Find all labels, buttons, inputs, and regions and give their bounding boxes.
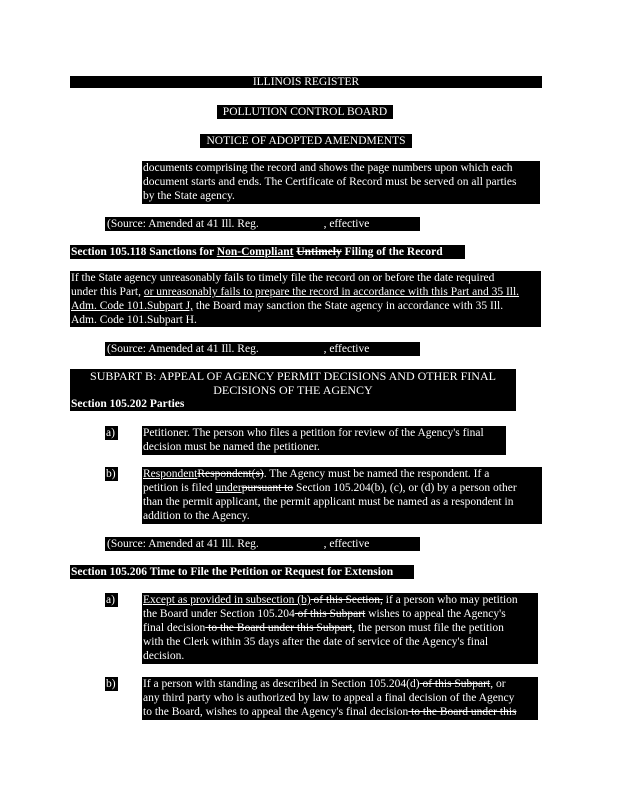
inserted-text: Non-Compliant (216, 246, 294, 258)
item-label-a: a) (105, 426, 118, 440)
section-105-206-heading: Section 105.206 Time to File the Petition or Request for Extension (70, 565, 414, 579)
body-line: under this Part, or unreasonably fails to prepare the record in accordance with this Part and 35 Ill. (71, 286, 520, 298)
register-title: ILLINOIS REGISTER (70, 76, 542, 88)
heading-text: Section 105.118 Sanctions for (71, 246, 217, 258)
item-label-a: a) (105, 593, 118, 607)
board-title: POLLUTION CONTROL BOARD (217, 105, 393, 119)
body-line: If the State agency unreasonably fails to timely file the record on or before the date required (71, 272, 495, 284)
source-note: (Source: Amended at 41 Ill. Reg. , effective ) (107, 538, 429, 550)
section-105-202-heading: Section 105.202 Parties (70, 397, 516, 411)
section-105-202-a: Petitioner. The person who files a petition for review of the Agency's final decision must be named the petitioner. (142, 426, 506, 455)
section-105-206-b: If a person with standing as described in Section 105.204(d) of this Subpart, or any third party who is authorized by law to appeal a final decision of the Agency to the Board, wishes to appeal the Agency's final decision to the Board under this (142, 677, 538, 720)
source-middle: , effective (323, 218, 373, 230)
intro-line: by the State agency. (143, 190, 235, 202)
section-105-202-b: RespondentRespondent(s). The Agency must be named the respondent. If a petition is filed underpursuant to Section 105.204(b), (c), or (d) by a person other than the permit applicant, the permit applicant must be named as a respondent in addition to the Agency. (142, 467, 542, 524)
body-line: Adm. Code 101.Subpart J, the Board may sanction the State agency in accordance with 35 Ill. (71, 300, 504, 312)
item-label-b: b) (105, 467, 118, 481)
intro-paragraph (142, 161, 540, 204)
heading-text: Filing of the Record (341, 246, 443, 258)
section-105-206-a: Except as provided in subsection (b) of this Section, if a person who may petition the Board under Section 105.204 of this Subpart wishes to appeal the Agency's final decision to the Board under this Subpart, the person must file the petition with the Clerk within 35 days after the date of service of the Agency's final decision. (142, 593, 538, 664)
subpart-b-heading (70, 369, 516, 397)
body-line: Adm. Code 101.Subpart H. (71, 314, 197, 326)
section-105-118-heading (70, 245, 465, 259)
source-prefix: (Source: Amended at 41 Ill. Reg. (107, 218, 262, 230)
inserted-text: Respondent (143, 468, 198, 480)
subpart-line: DECISIONS OF THE AGENCY (213, 383, 373, 397)
inserted-text: or unreasonably fails to prepare the record in accordance with this Part and 35 Ill. (143, 286, 520, 298)
source-note: (Source: Amended at 41 Ill. Reg. , effective ) (107, 343, 429, 355)
intro-line: documents comprising the record and shows the page numbers upon which each (143, 162, 513, 174)
inserted-text: Adm. Code 101.Subpart J, (71, 300, 194, 312)
source-suffix: ) (424, 218, 429, 230)
deleted-text: of this Section, (310, 594, 383, 606)
inserted-text: under (215, 482, 242, 494)
subpart-line: SUBPART B: APPEAL OF AGENCY PERMIT DECISIONS AND OTHER FINAL (90, 369, 496, 383)
deleted-text: of this Subpart (419, 678, 491, 690)
notice-title: NOTICE OF ADOPTED AMENDMENTS (200, 134, 412, 148)
deleted-text: to the Board under this (408, 706, 517, 718)
deleted-text: Untimely (296, 246, 342, 258)
deleted-text: Respondent(s) (197, 468, 264, 480)
intro-line: document starts and ends. The Certificate of Record must be served on all parties (143, 176, 517, 188)
deleted-text: pursuant to (241, 482, 294, 494)
deleted-text: of this Subpart (294, 608, 366, 620)
inserted-text: Except as provided in subsection (b) (143, 594, 311, 606)
section-105-118-body (70, 271, 541, 327)
deleted-text: to the Board under this Subpart (205, 622, 353, 634)
source-note (105, 217, 429, 231)
item-label-b: b) (105, 677, 118, 691)
